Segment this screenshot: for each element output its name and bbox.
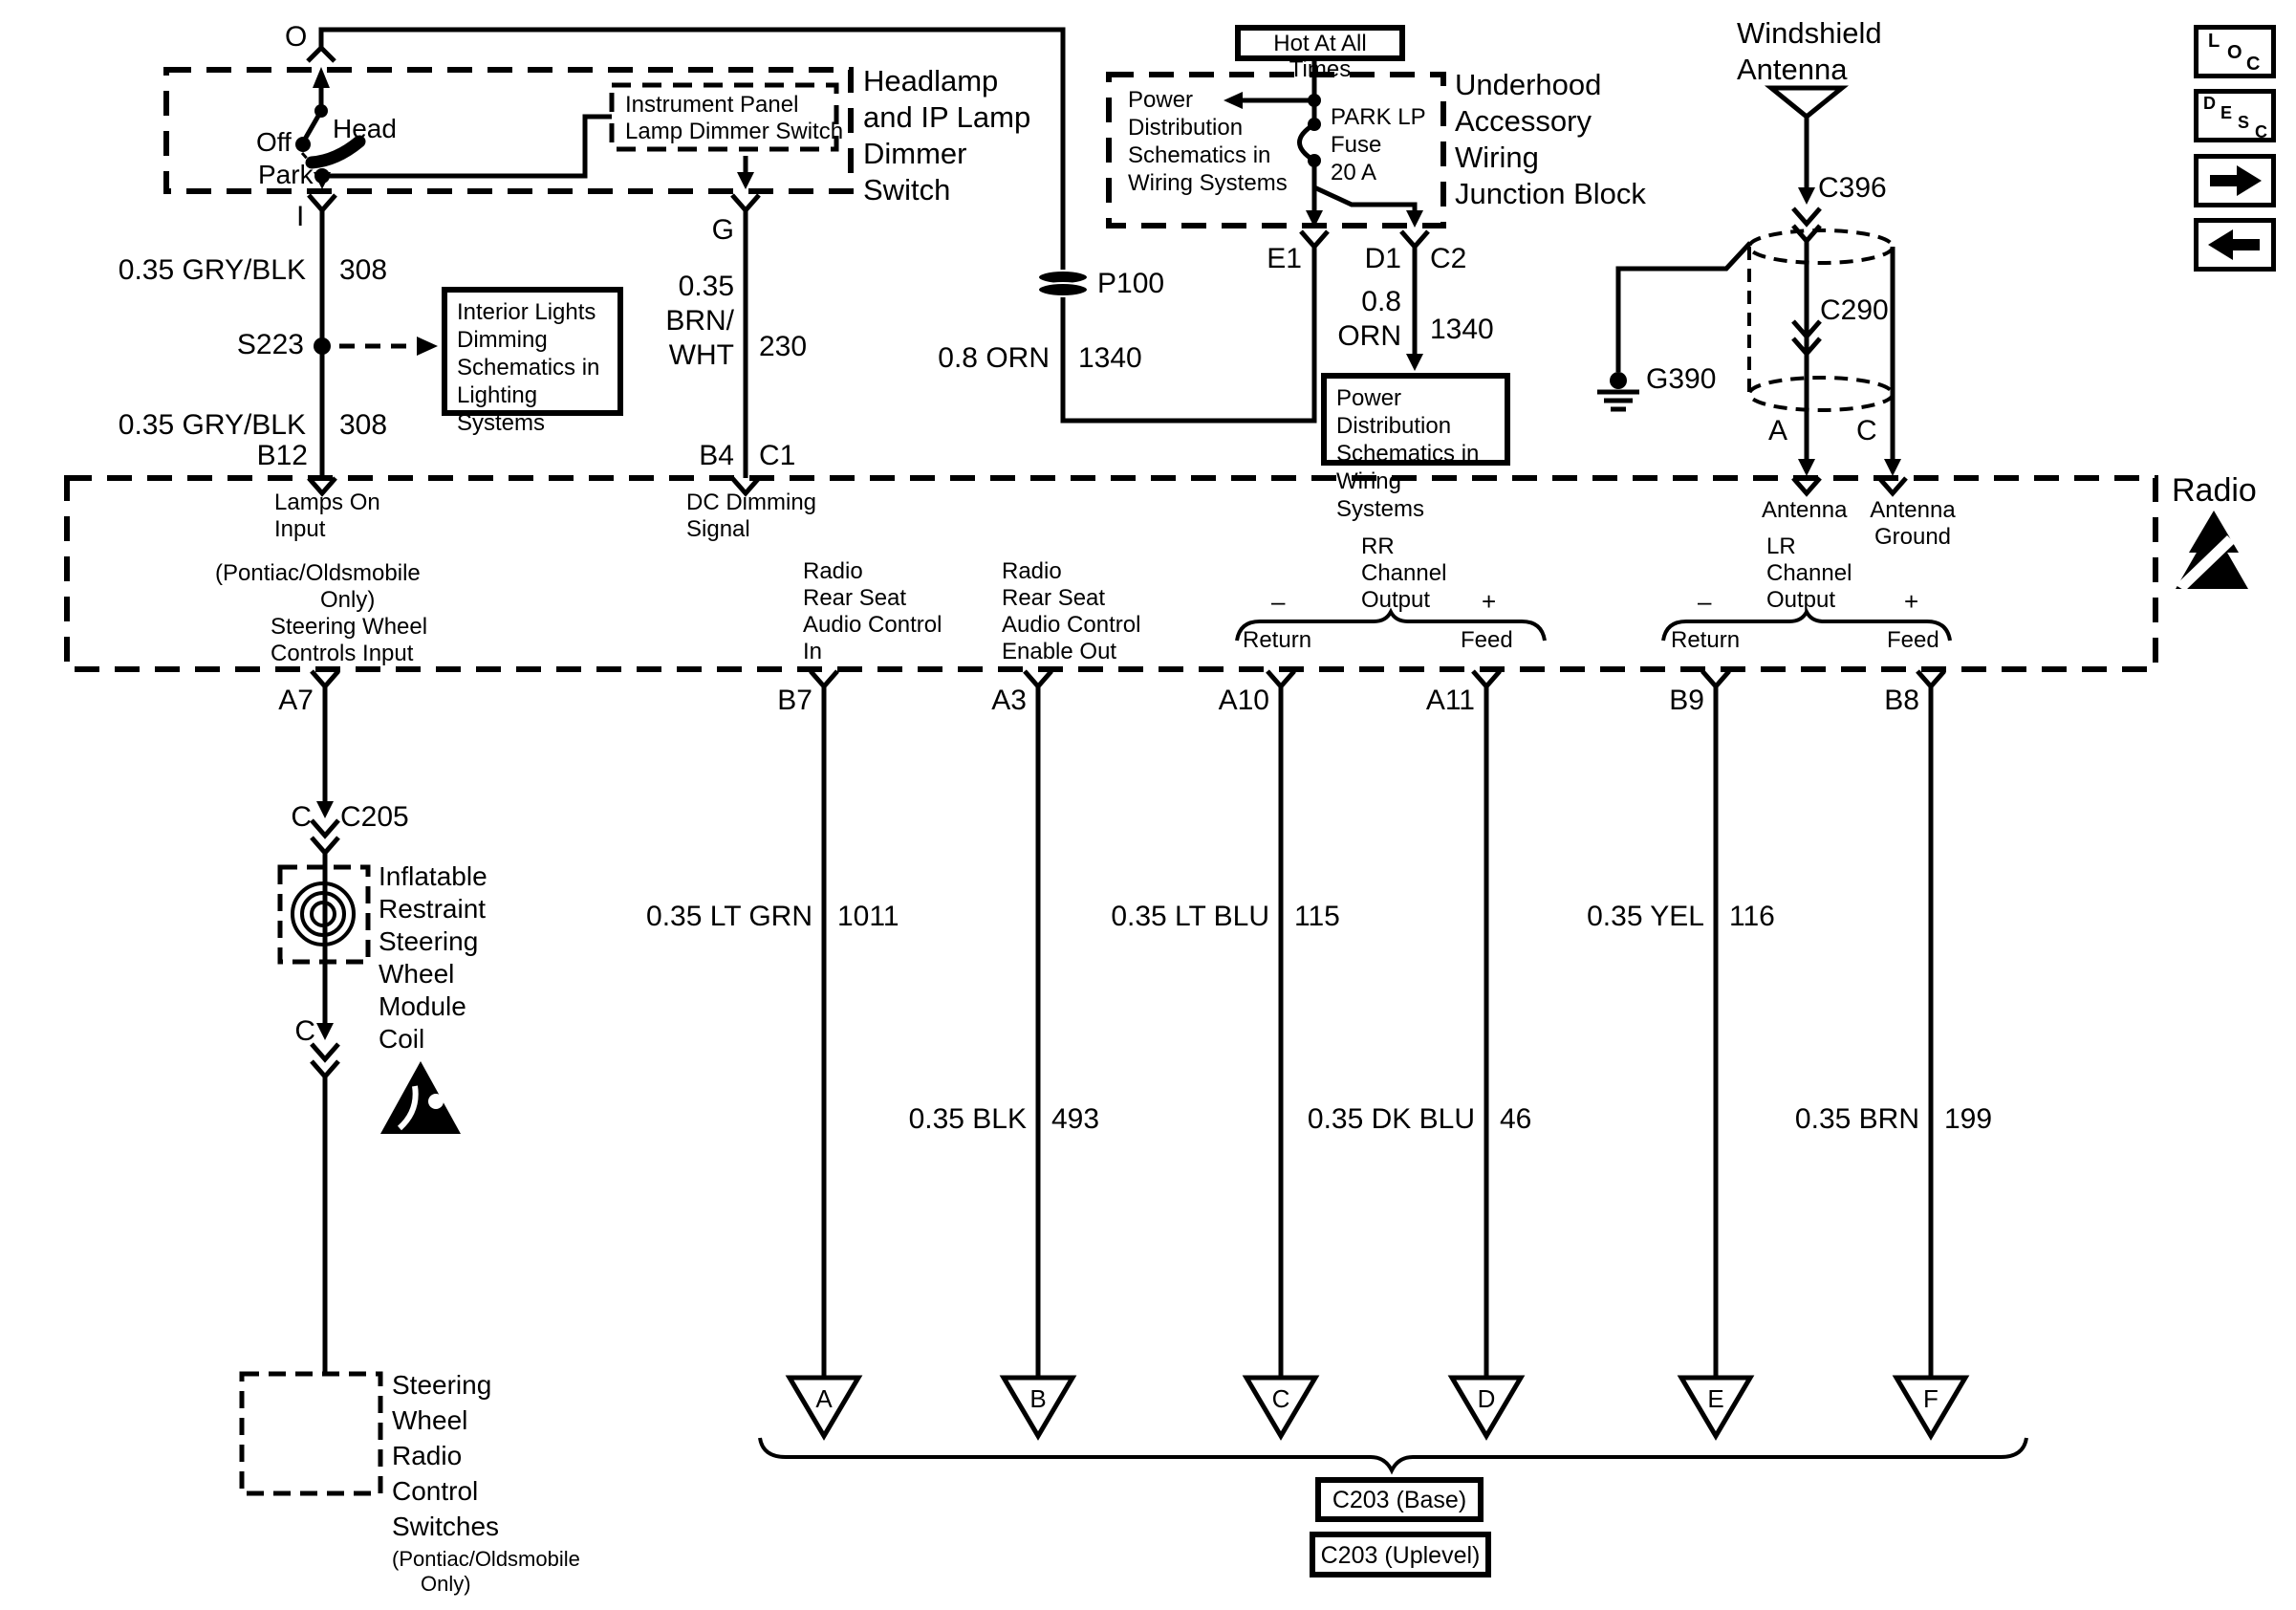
rear-seat-audio-in-label: Radio Rear Seat Audio Control In (803, 558, 942, 664)
pin-a3-label: A3 (991, 685, 1027, 716)
grommet-p100-symbol (1038, 271, 1088, 284)
power-dist-ref-text: Power Distribution Schematics in Wiring Systems (1336, 385, 1480, 522)
sir-caution-icon (380, 1061, 461, 1134)
prev-page-button[interactable] (2194, 218, 2276, 272)
wire-lt-grn-circuit: 1011 (837, 901, 899, 932)
pin-c2-label: C2 (1430, 243, 1467, 274)
steering-wheel-switches-label: Steering Wheel Radio Control Switches (392, 1370, 500, 1541)
c290-label: C290 (1820, 294, 1889, 326)
pin-e1-label: E1 (1267, 243, 1302, 274)
wire-yel-circuit: 116 (1729, 901, 1775, 932)
lr-return-label: Return (1671, 627, 1741, 653)
pin-a11-label: A11 (1425, 685, 1475, 716)
esd-sensitive-icon (2176, 511, 2248, 591)
c203-base-box (1315, 1477, 1484, 1522)
pin-a3-connector (1025, 671, 1051, 686)
c203-base-label: C203 (Base) (1332, 1487, 1467, 1513)
c203-uplevel-label: C203 (Uplevel) (1320, 1542, 1481, 1569)
pin-c1-label: C1 (759, 440, 796, 471)
wire-orn-2-name: 0.8 ORN (1337, 286, 1401, 352)
wire-brn-circuit: 199 (1944, 1103, 1993, 1135)
ground-g390-symbol (1610, 372, 1627, 389)
wire-gry-blk-2-name: 0.35 GRY/BLK (118, 409, 306, 441)
steering-wheel-switches-note2: Only) (421, 1572, 471, 1596)
switch-off-label: Off (256, 127, 292, 157)
antenna-ground-label: Antenna Ground (1870, 497, 1956, 550)
g390-label: G390 (1646, 363, 1717, 395)
dc-dimming-label: DC Dimming Signal (686, 490, 817, 542)
splice-s223-label: S223 (236, 329, 304, 360)
s223-ref-arrow (417, 337, 438, 356)
steering-controls-input-line4: Controls Input (271, 641, 414, 666)
lr-channel-output-label: LR Channel Output (1766, 533, 1852, 613)
pin-a7-label: A7 (278, 685, 314, 716)
wire-blk-circuit: 493 (1051, 1103, 1100, 1135)
wire-orn-1-circuit: 1340 (1078, 342, 1142, 374)
left-arrow-icon (2199, 223, 2271, 267)
pin-g-label: G (711, 214, 734, 246)
power-dist-ref-arrow-2 (1406, 354, 1423, 371)
wire-lt-blu-name: 0.35 LT BLU (1111, 901, 1269, 932)
pin-i-connector (309, 195, 336, 210)
pin-b9-label: B9 (1669, 685, 1704, 716)
pin-a7-connector (312, 671, 338, 686)
wire-gry-blk-1-name: 0.35 GRY/BLK (118, 254, 306, 286)
interior-lights-ref-box (442, 287, 623, 436)
steering-wheel-switches-box (242, 1374, 380, 1493)
power-dist-ref-box (1321, 373, 1510, 522)
c203-brace (760, 1438, 2026, 1470)
c205-pin-label: C (291, 801, 312, 833)
rear-seat-audio-out-label: Radio Rear Seat Audio Control Enable Out (1002, 558, 1141, 664)
hot-at-all-times-box (1235, 25, 1405, 82)
steering-controls-input-line1: (Pontiac/Oldsmobile (215, 560, 421, 586)
rr-return-label: Return (1243, 627, 1312, 653)
wire-blk-name: 0.35 BLK (908, 1103, 1027, 1135)
sir-coil-label: Inflatable Restraint Steering Wheel Module Coil (379, 861, 487, 1054)
windshield-antenna-label: Windshield Antenna (1737, 16, 1882, 86)
g390-wire (1618, 243, 1750, 372)
pin-o-label: O (285, 21, 308, 53)
wire-brn-wht-circuit: 230 (759, 331, 808, 362)
pin-i-label: I (296, 201, 305, 232)
antenna-input-label: Antenna (1762, 497, 1848, 523)
pin-c-label: C (1856, 415, 1877, 446)
c396-label: C396 (1818, 172, 1887, 204)
right-arrow-icon (2199, 159, 2271, 203)
c205-connector (312, 820, 338, 836)
hot-at-all-times-label: Hot At All Times (1273, 31, 1367, 82)
junction-block-label: Underhood Accessory Wiring Junction Block (1455, 68, 1646, 210)
rr-minus-sign: – (1271, 587, 1286, 616)
wire-brn-wht-name: 0.35 BRN/ WHT (665, 271, 734, 371)
wire-orn-2-circuit: 1340 (1430, 314, 1494, 345)
wire-yel-name: 0.35 YEL (1587, 901, 1704, 932)
c203-uplevel-box (1310, 1532, 1491, 1577)
instrument-panel-dimmer-label: Instrument Panel Lamp Dimmer Switch (625, 92, 844, 144)
wire-orn-1-name: 0.8 ORN (938, 342, 1050, 374)
pin-b4-label: B4 (699, 440, 734, 471)
pin-b7-connector (811, 671, 837, 686)
splice-s223-dot (314, 337, 331, 355)
steering-controls-input-line2: Only) (320, 587, 376, 613)
pin-a10-connector (1267, 671, 1294, 686)
wire-gry-blk-1-circuit: 308 (339, 254, 388, 286)
pin-b8-connector (1917, 671, 1944, 686)
pin-a11-connector (1473, 671, 1500, 686)
triangle-d-letter: D (1477, 1384, 1496, 1413)
pin-g-connector (732, 195, 759, 210)
rr-plus-sign: + (1482, 587, 1497, 616)
triangle-c-letter: C (1271, 1384, 1290, 1413)
lr-plus-sign: + (1904, 587, 1919, 616)
pin-e1-connector (1301, 231, 1328, 247)
triangle-a-letter: A (815, 1384, 833, 1413)
steering-wheel-switches-note1: (Pontiac/Oldsmobile (392, 1547, 580, 1571)
switch-park-label: Park (258, 160, 314, 189)
park-lp-fuse-label: PARK LP Fuse 20 A (1331, 104, 1426, 185)
lamps-on-input-label: Lamps On Input (274, 490, 380, 542)
radio-title: Radio (2172, 472, 2257, 509)
junction-power-dist-text: Power Distribution Schematics in Wiring Systems (1128, 87, 1288, 196)
rr-channel-output-label: RR Channel Output (1361, 533, 1447, 613)
c205-label: C205 (340, 801, 409, 833)
next-page-button[interactable] (2194, 154, 2276, 207)
pin-a-label: A (1768, 415, 1788, 446)
pin-b12-label: B12 (256, 440, 308, 471)
triangle-e-letter: E (1707, 1384, 1724, 1413)
triangle-b-letter: B (1029, 1384, 1047, 1413)
pin-o-connector (308, 48, 335, 61)
wire-gry-blk-2-circuit: 308 (339, 409, 388, 441)
lr-feed-label: Feed (1887, 627, 1939, 653)
interior-lights-ref-text: Interior Lights Dimming Schematics in Lighting Systems (457, 299, 600, 436)
pin-b9-connector (1702, 671, 1729, 686)
triangle-f-letter: F (1923, 1384, 1939, 1413)
pin-a10-label: A10 (1218, 685, 1269, 716)
switch-head-label: Head (333, 114, 397, 143)
headlamp-switch-label: Headlamp and IP Lamp Dimmer Switch (863, 64, 1031, 207)
lr-minus-sign: – (1698, 587, 1712, 616)
rr-feed-label: Feed (1461, 627, 1513, 653)
c396-connector (1793, 208, 1820, 224)
antenna-symbol (1771, 88, 1842, 117)
wire-brn-name: 0.35 BRN (1794, 1103, 1919, 1135)
pin-c2-connector (1401, 231, 1428, 247)
wire-dk-blu-circuit: 46 (1500, 1103, 1532, 1135)
coax-shield-cylinder (1749, 230, 1893, 263)
switch-off-contact (295, 137, 311, 152)
wire-lt-grn-name: 0.35 LT GRN (646, 901, 812, 932)
coil-pin-c-label: C (294, 1015, 315, 1047)
pin-d1-label: D1 (1364, 243, 1401, 274)
desc-button[interactable]: D E S C (2194, 89, 2276, 142)
grommet-p100-label: P100 (1097, 268, 1165, 299)
steering-controls-input-line3: Steering Wheel (271, 614, 428, 640)
pin-b7-label: B7 (777, 685, 812, 716)
loc-button[interactable]: L O C (2194, 25, 2276, 78)
wire-lt-blu-circuit: 115 (1294, 901, 1340, 932)
coil-pin-c-connector (312, 1044, 338, 1059)
pin-b8-label: B8 (1884, 685, 1919, 716)
wire-dk-blu-name: 0.35 DK BLU (1307, 1103, 1475, 1135)
